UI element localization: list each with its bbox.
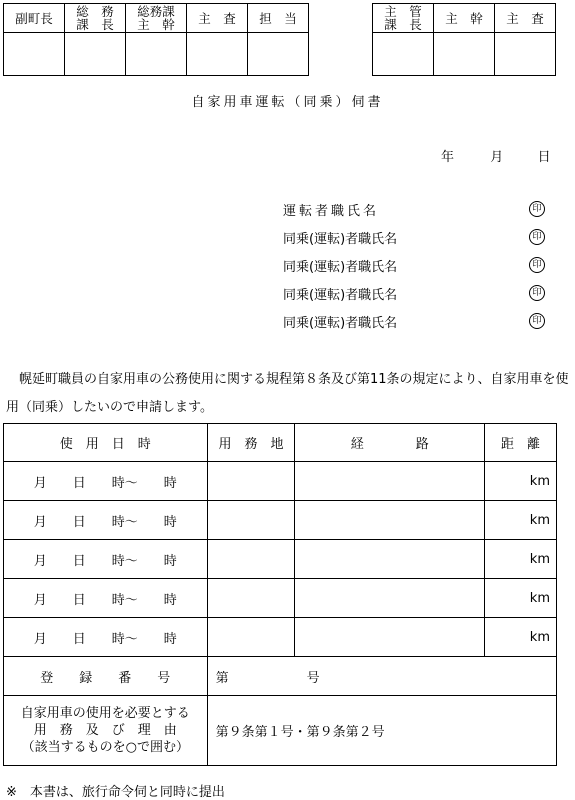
- table-row: [4, 579, 557, 618]
- stamp-box[interactable]: [65, 33, 126, 76]
- table-row: [4, 501, 557, 540]
- reason-label-line1: 自家用車の使用を必要とする: [20, 706, 190, 721]
- header-datetime: 使 用 日 時: [4, 424, 208, 462]
- signature-label-passenger: 同乗(運転)者職氏名: [283, 288, 398, 303]
- approval-header-line2: 課 長: [384, 17, 422, 32]
- approval-header-cell: [373, 4, 434, 33]
- signature-label-passenger: 同乗(運転)者職氏名: [283, 232, 398, 247]
- approval-header-line1: 総務課: [137, 4, 175, 19]
- registration-value[interactable]: 第 号: [207, 657, 556, 696]
- distance-cell[interactable]: km: [485, 462, 557, 501]
- distance-cell[interactable]: km: [485, 540, 557, 579]
- stamp-box[interactable]: [248, 33, 309, 76]
- approval-header-cell: [495, 4, 556, 33]
- approval-header-cell: [434, 4, 495, 33]
- approval-header-line2: 主 幹: [137, 17, 175, 32]
- route-cell[interactable]: [295, 501, 485, 540]
- approval-header-cell: [187, 4, 248, 33]
- datetime-cell[interactable]: 月 日 時～ 時: [4, 501, 208, 540]
- date-line: [441, 146, 551, 165]
- distance-cell[interactable]: km: [485, 618, 557, 657]
- route-cell[interactable]: [295, 579, 485, 618]
- destination-cell[interactable]: [207, 501, 295, 540]
- datetime-cell[interactable]: 月 日 時～ 時: [4, 579, 208, 618]
- header-distance: 距 離: [485, 424, 557, 462]
- approval-header-line1: 主 幹: [445, 10, 483, 26]
- approval-header-line1: 主 査: [506, 10, 544, 26]
- date-day-label: 日: [537, 150, 551, 165]
- destination-cell[interactable]: [207, 462, 295, 501]
- approval-header-cell: [248, 4, 309, 33]
- reason-label: [4, 696, 208, 766]
- datetime-cell[interactable]: 月 日 時～ 時: [4, 618, 208, 657]
- application-statement: 幌延町職員の自家用車の公務使用に関する規程第８条及び第11条の規定により、自家用車を使用（同乗）したいので申請します。: [6, 372, 569, 415]
- table-row: [4, 540, 557, 579]
- reason-label-line3: （該当するものを○で囲む）: [21, 740, 189, 755]
- stamp-box[interactable]: [495, 33, 556, 76]
- distance-cell[interactable]: km: [485, 579, 557, 618]
- approval-header-line1: 副町長: [15, 10, 53, 26]
- destination-cell[interactable]: [207, 540, 295, 579]
- approval-header-line1: 主 査: [198, 10, 236, 26]
- approval-stamp-table-right: [372, 3, 556, 76]
- date-year-label: 年: [441, 150, 455, 165]
- reason-label-line2: 用 務 及 び 理 由: [33, 723, 177, 738]
- usage-table: [3, 423, 557, 766]
- route-cell[interactable]: [295, 540, 485, 579]
- approval-header-cell: [65, 4, 126, 33]
- approval-header-line1: 主 管: [384, 4, 422, 19]
- seal-icon: 印: [529, 201, 545, 217]
- header-route: 経 路: [295, 424, 485, 462]
- stamp-box[interactable]: [434, 33, 495, 76]
- route-cell[interactable]: [295, 462, 485, 501]
- header-destination: 用 務 地: [207, 424, 295, 462]
- registration-label: 登 録 番 号: [4, 657, 208, 696]
- signature-label-driver: 運転者職氏名: [283, 204, 380, 219]
- datetime-cell[interactable]: 月 日 時～ 時: [4, 462, 208, 501]
- destination-cell[interactable]: [207, 618, 295, 657]
- approval-header-line1: 総 務: [76, 4, 114, 19]
- approval-header-line1: 担 当: [259, 10, 297, 26]
- reason-value[interactable]: 第９条第１号・第９条第２号: [207, 696, 556, 766]
- stamp-box[interactable]: [373, 33, 434, 76]
- stamp-box[interactable]: [126, 33, 187, 76]
- route-cell[interactable]: [295, 618, 485, 657]
- document-title: 自家用車運転（同乗）伺書: [191, 95, 384, 110]
- signature-label-passenger: 同乗(運転)者職氏名: [283, 260, 398, 275]
- table-row: [4, 618, 557, 657]
- date-month-label: 月: [490, 150, 504, 165]
- seal-icon: 印: [529, 229, 545, 245]
- signature-label-passenger: 同乗(運転)者職氏名: [283, 316, 398, 331]
- footnote: ※ 本書は、旅行命令伺と同時に提出: [6, 785, 225, 800]
- approval-stamp-table-left: [3, 3, 309, 76]
- seal-icon: 印: [529, 285, 545, 301]
- datetime-cell[interactable]: 月 日 時～ 時: [4, 540, 208, 579]
- seal-icon: 印: [529, 313, 545, 329]
- distance-cell[interactable]: km: [485, 501, 557, 540]
- seal-icon: 印: [529, 257, 545, 273]
- destination-cell[interactable]: [207, 579, 295, 618]
- table-row: [4, 462, 557, 501]
- approval-header-cell: [4, 4, 65, 33]
- stamp-box[interactable]: [4, 33, 65, 76]
- approval-header-cell: [126, 4, 187, 33]
- approval-header-line2: 課 長: [76, 17, 114, 32]
- stamp-box[interactable]: [187, 33, 248, 76]
